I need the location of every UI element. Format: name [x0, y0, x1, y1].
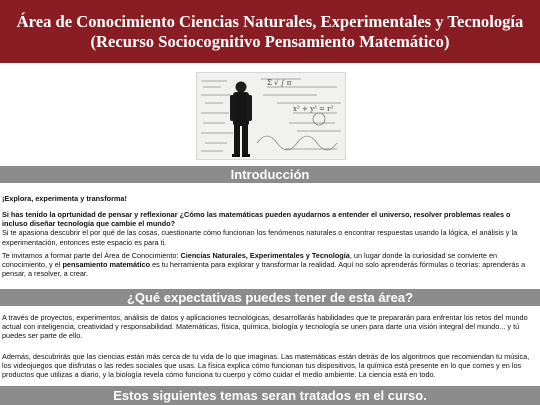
invite-text-3: es tu herramienta para explorar y transformar la realidad. Aquí no solo aprenderás fórmulas o teorías: aprenderás a pensar, a resolver, a crear.: [2, 260, 526, 279]
invite-bold-area: Ciencias Naturales, Experimentales y Tecnología: [180, 251, 350, 260]
section-heading-temas: Estos siguientes temas seran tratados en el curso.: [0, 386, 540, 405]
intro-question-rest: Si te apasiona descubrir el por qué de las cosas, cuestionarte cómo funcionan los fenómenos naturales o encontrar respuestas usando la lógica, el análisis y la experimentación, entonces este espacio es para ti.: [2, 228, 518, 247]
invite-text-1: Te invitamos a formar parte del Área de Conocimiento:: [2, 251, 179, 260]
intro-lead: ¡Explora, experimenta y transforma!: [2, 194, 127, 203]
expectations-paragraph-1: A través de proyectos, experimentos, análisis de datos y aplicaciones tecnológicas, desarrollarás habilidades que te prepararán para enfrentar los retos del mundo actual con inteligencia, creatividad y responsabilidad. Matemáticas, física, química, biología y tecnología se unen para darte una visión integral del mundo... y tú puedes ser parte de ello.: [2, 313, 528, 341]
expectations-paragraph-2: Además, descubrirás que las ciencias están más cerca de tu vida de lo que imaginas. Las matemáticas están detrás de los algoritmos que recomiendan tu música, los videojuegos que disfrutas o las redes sociales que usas. La física explica cómo funcionan tus dispositivos, la química está presente en lo que comes y en los productos que utilizas a diario, y la biología revela cómo funciona tu cuerpo y cómo cuidar el medio ambiente. La ciencia está en todo.: [2, 352, 530, 380]
section-heading-introduccion: Introducción: [0, 166, 540, 183]
invite-text-2: , un lugar donde la curiosidad se convierte en conocimiento, y el: [2, 251, 498, 270]
page-title: Área de Conocimiento Ciencias Naturales, Experimentales y Tecnología (Recurso Sociocognitivo Pensamiento Matemático): [16, 11, 524, 51]
intro-invitation-paragraph: [2, 251, 536, 279]
formula-text-2: x² + y² = r²: [293, 105, 334, 113]
intro-question-paragraph: [2, 210, 536, 247]
invite-bold-pensamiento: pensamiento matemático: [62, 260, 151, 270]
hero-illustration: [197, 73, 345, 159]
man-at-math-board-image: [196, 72, 346, 160]
formula-text-1: Σ √ ∫ π: [267, 79, 292, 87]
section-heading-expectativas: ¿Qué expectativas puedes tener de esta área?: [0, 289, 540, 306]
intro-question-bold: Si has tenido la oprtunidad de pensar y reflexionar ¿Cómo las matemáticas pueden ayudarnos a entender el universo, resolver problemas reales o incluso diseñar tecnología que cambie el mundo?: [2, 210, 511, 229]
page-header: [0, 0, 540, 63]
